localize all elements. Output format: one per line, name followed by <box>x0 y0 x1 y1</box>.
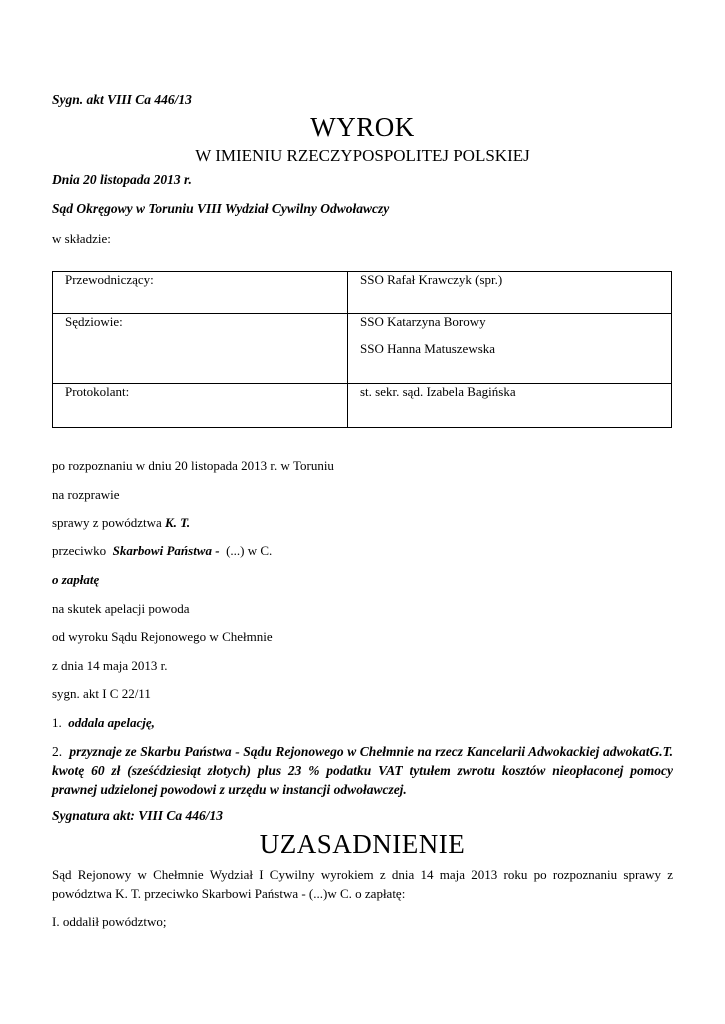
clerk-value: st. sekr. sąd. Izabela Bagińska <box>348 384 672 428</box>
judgment-title: WYROK <box>310 112 415 142</box>
justification-paragraph: Sąd Rejonowy w Chełmnie Wydział I Cywilny wyrokiem z dnia 14 maja 2013 roku po rozpoznaniu sprawy z powództwa K. T. przeciwko Skarbowi Państwa - (...)w C. o zapłatę: <box>52 867 673 901</box>
judgment-subtitle: W IMIENIU RZECZYPOSPOLITEJ POLSKIEJ <box>195 146 530 165</box>
justification-signature: Sygnatura akt: VIII Ca 446/13 <box>52 808 224 823</box>
proceedings-line: z dnia 14 maja 2013 r. <box>52 658 168 673</box>
justification-item: I. oddalił powództwo; <box>52 914 167 929</box>
judges-cell <box>348 314 672 384</box>
defendant-line <box>52 543 272 559</box>
court-composition-table <box>52 271 672 428</box>
table-row <box>53 314 672 384</box>
judgment-date: Dnia 20 listopada 2013 r. <box>52 172 192 187</box>
verdict-point-2 <box>52 742 673 799</box>
table-row <box>53 272 672 314</box>
judge-1: SSO Katarzyna Borowy <box>360 314 486 329</box>
verdict-point-text: oddala apelację, <box>68 715 155 730</box>
plaintiff-line <box>52 515 190 531</box>
verdict-point-text: przyznaje ze Skarbu Państwa - Sądu Rejonowego w Chełmnie na rzecz Kancelarii Adwokackiej adwokatG.T. kwotę 60 zł (sześćdziesiąt złotych) plus 23 % podatku VAT tytułem zwrotu kosztów nieopłaconej pomocy prawnej udzielonej powodowi z urzędu w instancji odwoławczej. <box>52 744 674 797</box>
proceedings-line: na skutek apelacji powoda <box>52 601 190 616</box>
composition-intro: w składzie: <box>52 231 111 246</box>
defendant-suffix: (...) w C. <box>222 543 273 558</box>
chair-value: SSO Rafał Krawczyk (spr.) <box>348 272 672 314</box>
clerk-label: Protokolant: <box>53 384 348 428</box>
proceedings-line: od wyroku Sądu Rejonowego w Chełmnie <box>52 629 273 644</box>
defendant-name: Skarbowi Państwa - <box>112 543 223 558</box>
defendant-prefix: przeciwko <box>52 543 113 558</box>
verdict-point-number: 2. <box>52 744 63 759</box>
proceedings-line: po rozpoznaniu w dniu 20 listopada 2013 r. w Toruniu <box>52 458 334 473</box>
chair-label: Przewodniczący: <box>53 272 348 314</box>
judges-label: Sędziowie: <box>53 314 348 384</box>
verdict-point-1 <box>52 715 155 731</box>
plaintiff-prefix: sprawy z powództwa <box>52 515 165 530</box>
case-signature: Sygn. akt VIII Ca 446/13 <box>52 92 192 107</box>
proceedings-line: na rozprawie <box>52 487 120 502</box>
justification-title: UZASADNIENIE <box>259 829 466 859</box>
plaintiff-name: K. T. <box>165 515 191 530</box>
lower-court-signature: sygn. akt I C 22/11 <box>52 686 151 701</box>
table-row <box>53 384 672 428</box>
case-subject: o zapłatę <box>52 572 100 587</box>
judge-2: SSO Hanna Matuszewska <box>360 341 496 356</box>
verdict-point-number: 1. <box>52 715 62 730</box>
court-name: Sąd Okręgowy w Toruniu VIII Wydział Cywilny Odwoławczy <box>52 201 390 216</box>
